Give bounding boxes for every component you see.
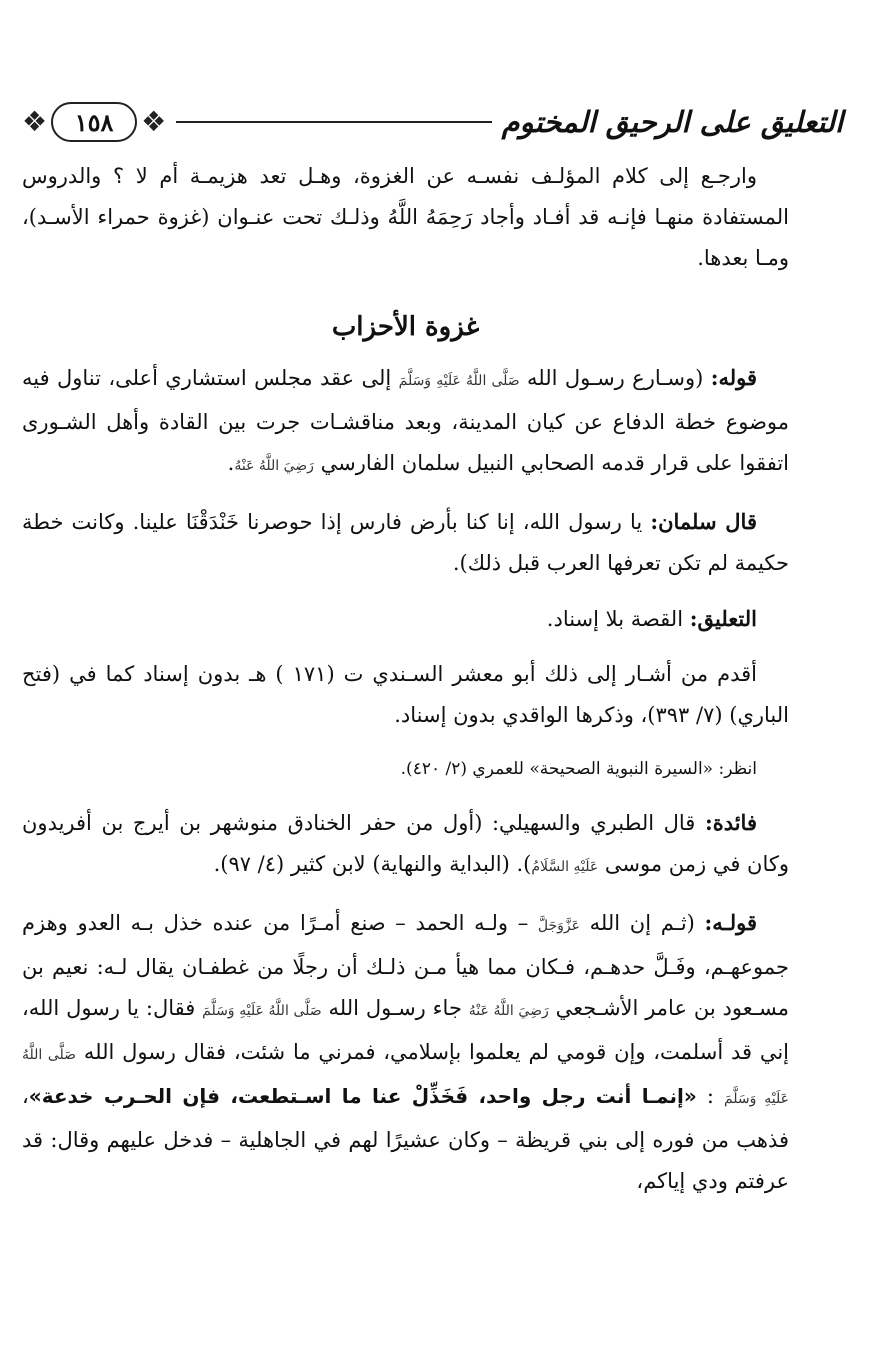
paragraph-label: التعليق: [689,606,757,631]
paragraph-text: جاء رسـول الله [328,996,462,1020]
reference-note: انظر: «السيرة النبوية الصحيحة» للعمري (٢/ ٤٢٠). [400,759,757,779]
honorific: عَلَيْهِ السَّلَامُ [531,859,599,875]
section-heading: غزوة الأحزاب [331,312,480,342]
honorific: صَلَّى اللَّهُ عَلَيْهِ وَسَلَّمَ [398,373,520,389]
running-title: التعليق على الرحيق المختوم [501,105,843,139]
paragraph-text: إلى عقد مجلس استشاري أعلى، تناول فيه موضوع خطة الدفاع عن كيان المدينة، وبعد مناقشـات جرت بين القادة وأهل الشـورى اتفقوا على قرار قدمه الصحابي النبيل سلمان الفارسي [22,366,789,475]
paragraph-label: قولـه: [704,910,757,935]
paragraph-text: ). (البداية والنهاية) لابن كثير (٤/ ٩٧). [213,852,532,876]
running-header [22,96,843,148]
honorific: صَلَّى اللَّهُ عَلَيْهِ وَسَلَّمَ [202,1003,322,1019]
paragraph-text: فقال: يا رسول الله، إني قد أسلمت، وإن قومي لم يعلموا بإسلامي، فمرني ما شئت، فقال رسول الله [22,996,790,1064]
honorific: رَضِيَ اللَّهُ عَنْهُ [234,458,314,474]
paragraph-source: أقدم من أشـار إلى ذلك أبو معشر السـندي ت (١٧١ ) هـ بدون إسناد كما في (فتح الباري) (٧/ ٣٩٣)، وذكرها الواقدي بدون إسناد. [22,662,789,727]
paragraph-label: قال سلمان: [650,509,757,534]
paragraph-text: : [706,1084,714,1108]
intro-paragraph: وارجـع إلى كلام المؤلـف نفسـه عن الغزوة، وهـل تعد هزيمـة أم لا ؟ والدروس المستفادة منهـا فإنـه قد أفـاد وأجاد رَحِمَهُ اللَّهُ وذلـك تحت عنـوان (غزوة حمراء الأسـد)، ومـا بعدها. [22,164,789,270]
paragraph-text: قال الطبري والسهيلي: (أول من حفر الخنادق منوشهر بن أيرج بن أفريدون وكان في زمن موسى [22,811,789,876]
page-body [22,156,789,1202]
paragraph-text: – ولـه الحمد – صنع أمـرًا من عنده خذل بـه العدو وهزم جموعهـم، وفَـلَّ حدهـم، فـكان مما هيأ مـن ذلـك أن رجلًا من غطفـان يقال لـه: نعيم بن مسـعود بن عامر الأشـجعي [22,911,789,1020]
paragraph-qawluhu-1: قوله: (وسـارع رسـول الله صَلَّى اللَّهُ عَلَيْهِ وَسَلَّمَ إلى عقد مجلس استشاري أعلى، تناول فيه موضوع خطة الدفاع عن كيان المدينة، وبعد مناقشـات جرت بين القادة وأهل الشـورى اتفقوا على قرار قدمه الصحابي النبيل سلمان الفارسي رَضِيَ اللَّهُ عَنْهُ. [22,365,789,475]
paragraph-label: فائدة: [704,810,757,835]
ornament-icon: ❖ [22,105,48,138]
paragraph-text: ، فذهب من فوره إلى بني قريظة – وكان عشيرًا لهم في الجاهلية – فدخل عليهم وقال: قد عرفتم ودي إياكم، [22,1084,789,1193]
paragraph-taliq [22,598,789,640]
honorific: عَزَّوَجَلَّ [537,918,580,934]
paragraph-qawluhu-2 [22,902,789,1202]
paragraph-salman [22,501,789,584]
paragraph-text: (وسـارع رسـول الله [527,366,704,390]
ornament-icon: ❖ [141,105,167,138]
paragraph-label: قوله: [710,365,757,390]
paragraph-text: (ثـم إن الله [589,911,695,935]
page-number: ١٥٨ [51,102,137,142]
paragraph-faida [22,802,789,888]
honorific: صَلَّى اللَّهُ عَلَيْهِ وَسَلَّمَ [22,1047,789,1107]
honorific: رَضِيَ اللَّهُ عَنْهُ [468,1003,549,1019]
paragraph-text: القصة بلا إسناد. [546,607,684,631]
paragraph-text: يا رسول الله، إنا كنا بأرض فارس إذا حوصرنا خَنْدَقْنَا علينا. وكانت خطة حكيمة لم تكن تعرفها العرب قبل ذلك). [22,510,789,575]
hadith-quote: «إنمـا أنت رجل واحد، فَخَذِّلْ عنا ما اسـتطعت، فإن الحـرب خدعة» [28,1084,697,1108]
header-rule [176,121,491,123]
